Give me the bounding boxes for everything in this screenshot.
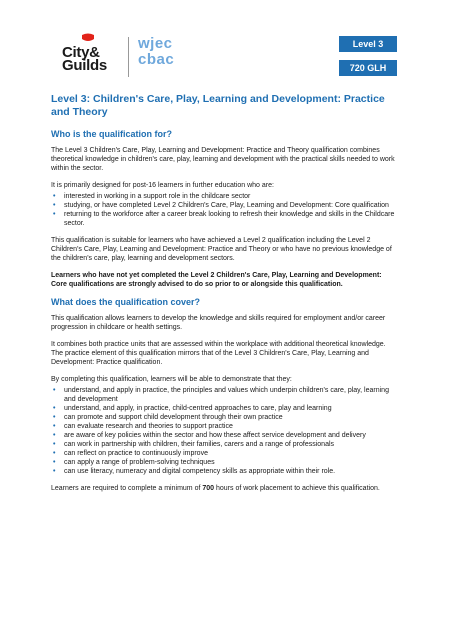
section2-heading: What does the qualification cover? (51, 297, 201, 307)
city-guilds-logo-line1: City& (62, 44, 100, 61)
document-body (51, 93, 399, 501)
section1-bullet-list (51, 192, 399, 228)
wjec-logo (138, 36, 198, 68)
page-title: Level 3: Children's Care, Play, Learning and Development: Practice and Theory (51, 93, 385, 118)
placement-hours: 700 (202, 485, 215, 492)
logo-divider (128, 37, 129, 77)
list-item: • can evaluate research and theories to support practice (51, 422, 399, 431)
city-guilds-logo-line2: Guilds (62, 57, 107, 74)
list-item: • can work in partnership with children, their families, carers and a range of professionals (51, 440, 399, 449)
wjec-logo-line1: wjec (138, 35, 173, 52)
placement-text-a: Learners are required to complete a minimum of (51, 485, 203, 492)
section1-para1: The Level 3 Children's Care, Play, Learning and Development: Practice and Theory qualification combines theoretical knowledge in children's care, play, learning and development with the practical skills needed to work within the sector. (51, 147, 395, 172)
list-item: • understand, and apply, in practice, child-centred approaches to care, play and learning (51, 404, 399, 413)
list-item: • returning to the workforce after a career break looking to refresh their knowledge and skills in the Childcare sector. (51, 210, 399, 228)
section2-para2: It combines both practice units that are assessed within the workplace with additional theoretical knowledge. The practice element of this qualification mirrors that of the Level 3 Children's Care, Play, Learning and Development: Practice qualification. (51, 341, 386, 366)
section1-para3: This qualification is suitable for learners who have achieved a Level 2 qualification including the Level 2 Children's Care, Play, Learning and Development: Practice and Theory or who have no previous knowledge of the children's care, play, learning and development sectors. (51, 237, 392, 262)
list-item: • can apply a range of problem-solving techniques (51, 458, 399, 467)
section1-heading: Who is the qualification for? (51, 129, 172, 139)
list-item: • can use literacy, numeracy and digital competency skills as appropriate within their role. (51, 467, 399, 476)
logos (48, 33, 198, 83)
section2-para3: By completing this qualification, learners will be able to demonstrate that they: (51, 376, 292, 383)
list-item: • interested in working in a support role in the childcare sector (51, 192, 399, 201)
list-item: • can promote and support child development through their own practice (51, 413, 399, 422)
section1-para2: It is primarily designed for post-16 learners in further education who are: (51, 182, 274, 189)
list-item: • are aware of key policies within the sector and how these affect service development and delivery (51, 431, 399, 440)
placement-text-b: hours of work placement to achieve this qualification. (214, 485, 380, 492)
section2-para1: This qualification allows learners to develop the knowledge and skills required for employment and/or career progression in childcare or health settings. (51, 315, 386, 331)
wjec-logo-line2: cbac (138, 51, 175, 68)
list-item: • understand, and apply in practice, the principles and values which underpin children's care, play, learning and development (51, 386, 399, 404)
level-badge: Level 3 (339, 36, 397, 52)
section2-bullet-list (51, 386, 399, 476)
section1-advice: Learners who have not yet completed the Level 2 Children's Care, Play, Learning and Development: Core qualifications are strongly advised to do so prior to or alongside this qualification. (51, 272, 382, 288)
section2-para4 (51, 484, 399, 493)
city-guilds-logo (62, 46, 122, 72)
glh-badge: 720 GLH (339, 60, 397, 76)
list-item: • studying, or have completed Level 2 Children's Care, Play, Learning and Development: Core qualification (51, 201, 399, 210)
list-item: • can reflect on practice to continuously improve (51, 449, 399, 458)
